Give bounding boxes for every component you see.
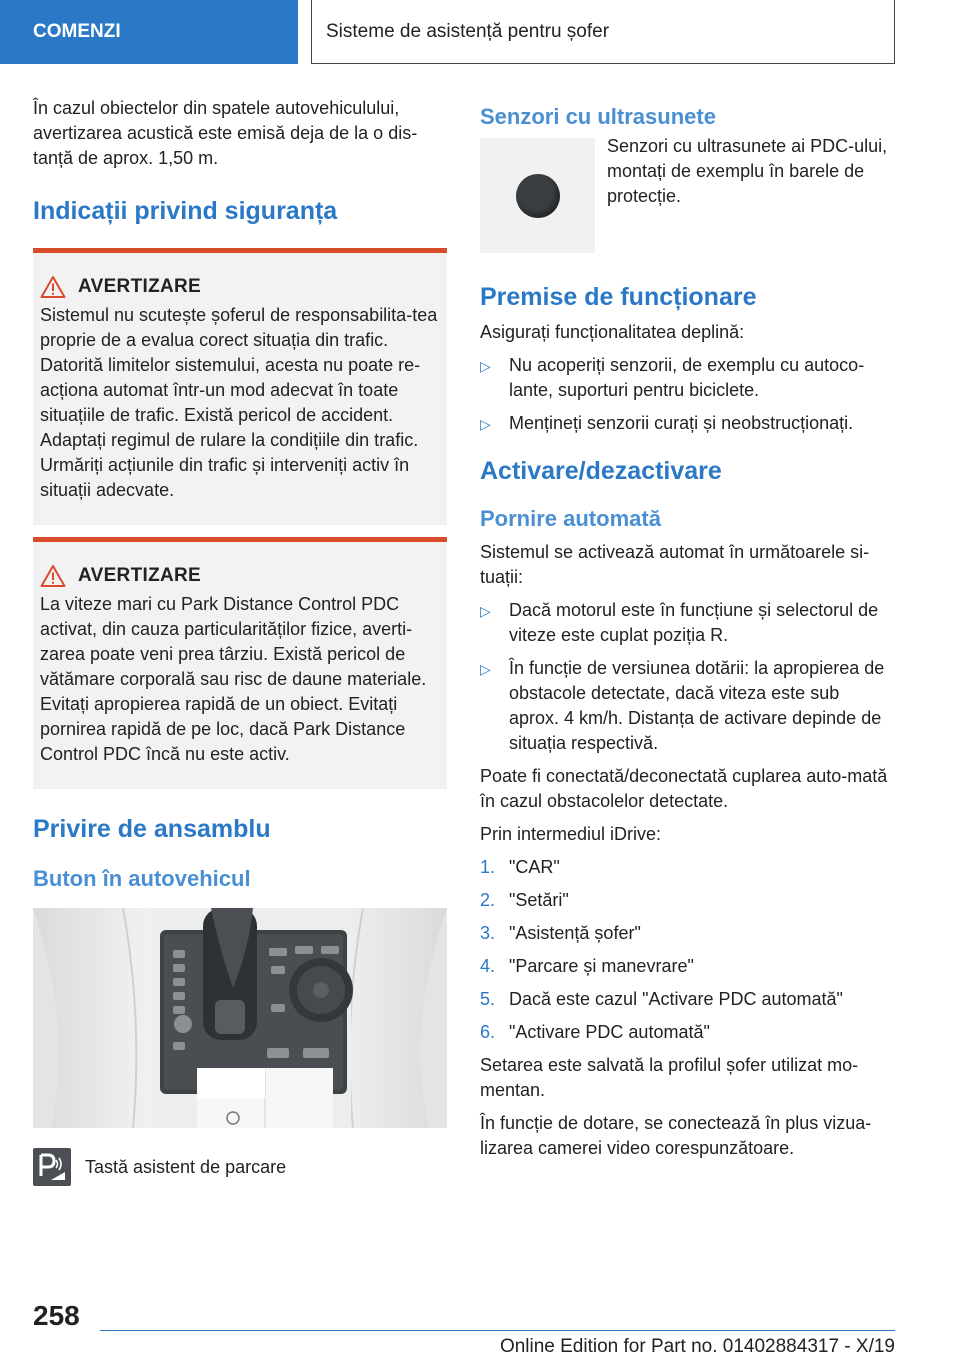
sensor-dot bbox=[516, 174, 560, 218]
section-title: Sisteme de asistență pentru șofer bbox=[326, 20, 610, 42]
warning-title: AVERTIZARE bbox=[78, 276, 201, 297]
console-drawing bbox=[33, 908, 447, 1128]
sensor-row bbox=[480, 138, 894, 253]
arrow-bullet-icon: ▷ bbox=[480, 416, 491, 432]
chapter-title: COMENZI bbox=[33, 21, 121, 42]
warning-title: AVERTIZARE bbox=[78, 565, 201, 586]
chapter-tab bbox=[0, 0, 298, 64]
list-item: ▷ Nu acoperiți senzorii, de exemplu cu autoco-lante, suporturi pentru biciclete. bbox=[480, 353, 894, 403]
footer-edition: Online Edition for Part no. 01402884317 - X/19 bbox=[499, 1336, 895, 1357]
coupling-text: Poate fi conectată/deconectată cuplarea auto-mată în cazul obstacolelor detectate. bbox=[480, 766, 888, 811]
list-item: ▷ Mențineți senzorii curați și neobstrucționați. bbox=[480, 411, 894, 437]
safety-heading: Indicații privind siguranța bbox=[33, 197, 338, 225]
left-column bbox=[33, 96, 447, 1186]
camera-text: În funcție de dotare, se conectează în plus vizua-lizarea camerei video corespunzătoare. bbox=[480, 1113, 872, 1158]
arrow-bullet-icon: ▷ bbox=[480, 661, 491, 677]
warning-triangle-icon bbox=[40, 564, 66, 588]
arrow-bullet-icon: ▷ bbox=[480, 358, 491, 374]
premises-text: Asigurați funcționalitatea deplină: bbox=[480, 322, 745, 342]
center-console-illustration bbox=[33, 908, 447, 1128]
list-item: 5. Dacă este cazul "Activare PDC automată" bbox=[480, 989, 843, 1009]
saved-text: Setarea este salvată la profilul șofer utilizat mo-mentan. bbox=[480, 1055, 859, 1100]
activation-heading: Activare/dezactivare bbox=[480, 457, 722, 485]
list-item: 3. "Asistență șofer" bbox=[480, 923, 641, 943]
list-item: 2. "Setări" bbox=[480, 890, 569, 910]
section-header bbox=[311, 0, 895, 64]
sensors-heading: Senzori cu ultrasunete bbox=[480, 104, 716, 129]
overview-heading: Privire de ansamblu bbox=[33, 815, 271, 843]
idrive-text: Prin intermediul iDrive: bbox=[480, 824, 662, 844]
warning-text: Sistemul nu scutește șoferul de responsabilita-tea proprie de a evalua corect situația din trafic. Datorită limitelor sistemului, acesta nu poate re-acționa automat într-un mod adecvat în toate situațiile de trafic. Există pericol de accident. Adaptați regimul de rulare la condițiile din trafic. Urmăriți acțiunile din trafic și interveniți activ în situații adecvate. bbox=[40, 305, 438, 500]
right-column bbox=[480, 104, 894, 1169]
button-heading: Buton în autovehicul bbox=[33, 866, 251, 891]
park-caption-text: Tastă asistent de parcare bbox=[85, 1156, 287, 1177]
auto-start-heading: Pornire automată bbox=[480, 506, 661, 531]
list-item: 6. "Activare PDC automată" bbox=[480, 1022, 710, 1042]
park-assist-glyph bbox=[37, 1152, 67, 1182]
warning-box-1 bbox=[33, 248, 447, 525]
intro-paragraph: În cazul obiectelor din spatele autovehiculului, avertizarea acustică este emisă deja de la o dis-tanță de aprox. 1,50 m. bbox=[33, 98, 418, 168]
park-assist-caption bbox=[33, 1148, 447, 1186]
warning-box-2 bbox=[33, 537, 447, 789]
page-number: 258 bbox=[33, 1300, 80, 1331]
warning-triangle-icon bbox=[40, 275, 66, 299]
arrow-bullet-icon: ▷ bbox=[480, 603, 491, 619]
list-item: ▷ În funcție de versiunea dotării: la apropierea de obstacole detectate, dacă viteza este sub aprox. 4 km/h. Distanța de activare depinde de situația respectivă. bbox=[480, 656, 894, 756]
list-item: ▷ Dacă motorul este în funcțiune și selectorul de viteze este cuplat poziția R. bbox=[480, 598, 894, 648]
warning-text: La viteze mari cu Park Distance Control PDC activat, din cauza particularităților fizice, averti-zarea poate veni prea târziu. Există pericol de vătămare corporală sau risc de daune materiale. Evitați apropierea rapidă de un obiect. Evitați pornirea rapidă de pe loc, dacă Park Distance Control PDC încă nu este activ. bbox=[40, 594, 427, 764]
premises-list bbox=[480, 353, 894, 437]
warning-title-row bbox=[40, 275, 439, 299]
sensors-text: Senzori cu ultrasunete ai PDC-ului, montați de exemplu în barele de protecție. bbox=[607, 136, 888, 206]
list-item: 1. "CAR" bbox=[480, 857, 560, 877]
ultrasonic-sensor-image bbox=[480, 138, 595, 253]
auto-start-list bbox=[480, 598, 894, 756]
list-item: 4. "Parcare și manevrare" bbox=[480, 956, 694, 976]
footer-divider bbox=[100, 1330, 895, 1331]
park-assist-icon bbox=[33, 1148, 71, 1186]
idrive-steps bbox=[480, 855, 894, 1045]
warning-title-row bbox=[40, 564, 439, 588]
premises-heading: Premise de funcționare bbox=[480, 283, 757, 311]
auto-start-text: Sistemul se activează automat în următoarele si-tuații: bbox=[480, 542, 870, 587]
